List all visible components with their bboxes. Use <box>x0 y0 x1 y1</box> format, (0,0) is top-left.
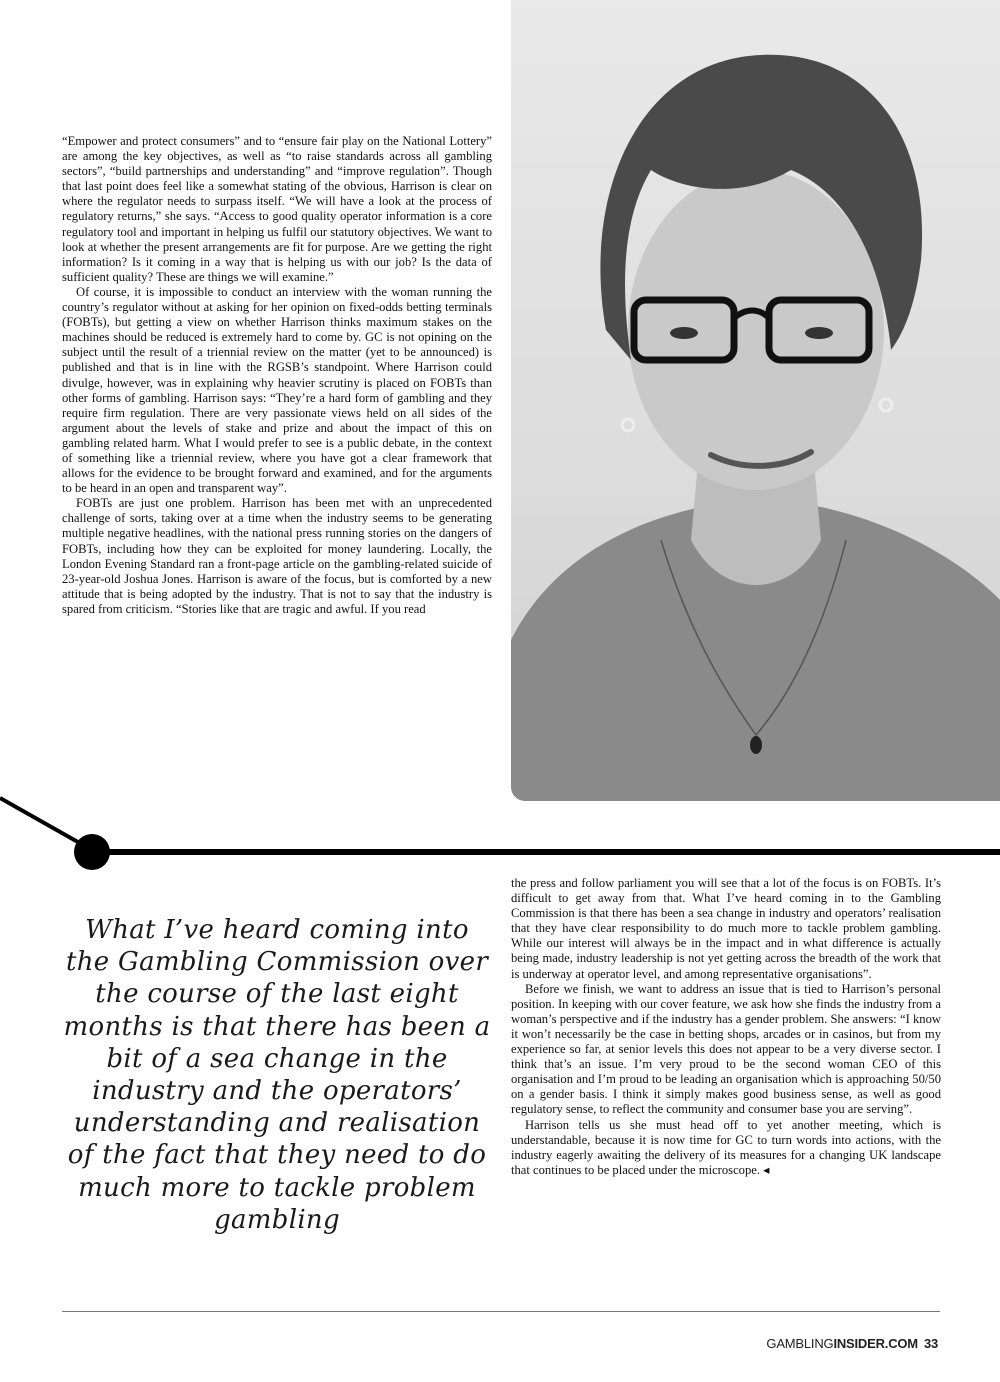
right-paragraph-1: the press and follow parliament you will see that a lot of the focus is on FOBTs. It’s difficult to get away from that. What I’ve heard coming in to the Gambling Commission is that there has been a sea change in industry and operators’ realisation that they have clear responsibility to do much more to tackle problem gambling. While our interest will always be in the impact and in what difference is actually being made, industry leadership is not yet getting across the breadth of the work that is underway at operator level, and among representative organisations”. <box>511 876 941 981</box>
divider-dot-icon <box>74 834 110 870</box>
right-body-column <box>511 876 941 1178</box>
brand-name-part2: INSIDER.COM <box>833 1336 918 1351</box>
page-footer <box>766 1336 938 1351</box>
left-paragraph-3: FOBTs are just one problem. Harrison has been met with an unprecedented challenge of sorts, taking over at a time when the industry seems to be generating multiple negative headlines, with the national press running stories on the dangers of FOBTs, including how they can be exploited for money laundering. Locally, the London Evening Standard ran a front-page article on the gambling-related suicide of 23-year-old Joshua Jones. Harrison is aware of the focus, but is comforted by a new attitude that is being adopted by the industry. That is not to say that the industry is spared from criticism. “Stories like that are tragic and awful. If you read <box>62 496 492 616</box>
right-paragraph-3: Harrison tells us she must head off to yet another meeting, which is understandable, because it is now time for GC to turn words into actions, with the industry eagerly awaiting the delivery of its measures for a changing UK landscape that continues to be placed under the microscope. ◂ <box>511 1117 941 1177</box>
left-paragraph-1: “Empower and protect consumers” and to “ensure fair play on the National Lottery” are among the key objectives, as well as “to raise standards across all gambling sectors”, “build partnerships and understanding” and “improve regulation”. Though that last point does feel like a somewhat stating of the obvious, Harrison is clear on where the regulator needs to surpass itself. “We will have a look at the process of regulatory returns,” she says. “Access to good quality operator information is a core regulatory tool and important in helping us fulfil our statutory objectives. We want to look at whether the present arrangements are fit for purpose. Are we getting the right information? Is it coming in a way that is helping us with our job? Is the data of sufficient quality? These are things we will examine.” <box>62 134 492 284</box>
page-number: 33 <box>923 1336 938 1351</box>
footer-rule <box>62 1311 940 1312</box>
right-paragraph-2: Before we finish, we want to address an issue that is tied to Harrison’s personal position. In keeping with our cover feature, we ask how she finds the industry from a woman’s perspective and if the industry has a gender problem. She answers: “I know it won’t necessarily be the case in betting shops, arcades or in casinos, but from my experience so far, at senior levels this does not appear to be a very diverse sector. I think that’s an issue. I’m very proud to be the second woman CEO of this organisation and I’m proud to be leading an organisation which is approaching 50/50 on a gender basis. I think it simply makes good business sense, as well as good regulatory sense, to reflect the community and consumer base you are serving”. <box>511 981 941 1117</box>
left-paragraph-2: Of course, it is impossible to conduct an interview with the woman running the country’s regulator without at asking for her opinion on fixed-odds betting terminals (FOBTs), but getting a view on whether Harrison thinks maximum stakes on the machines should be reduced is extremely hard to come by. GC is not opining on the subject until the result of a triennial review on the matter (yet to be announced) is published and that is in line with the RGSB’s standpoint. Where Harrison could divulge, however, was in explaining why heavier scrutiny is placed on FOBTs than other forms of gambling. Harrison says: “They’re a hard form of gambling and they require firm regulation. There are very passionate views held on all sides of the argument about the levels of stake and prize and about the impact of this on gambling related harm. What I would prefer to see is a public debate, in the context of something like a triennial review, where you have got a clear framework that allows for the evidence to be brought forward and examined, and for the arguments to be heard in an open and transparent way”. <box>62 284 492 496</box>
pull-quote: What I’ve heard coming into the Gambling Commission over the course of the last eight months is that there has been a bit of a sea change in the industry and the operators’ understanding and realisation of the fact that they need to do much more to tackle problem gambling <box>63 915 491 1235</box>
brand-name-part1: GAMBLING <box>766 1336 834 1351</box>
